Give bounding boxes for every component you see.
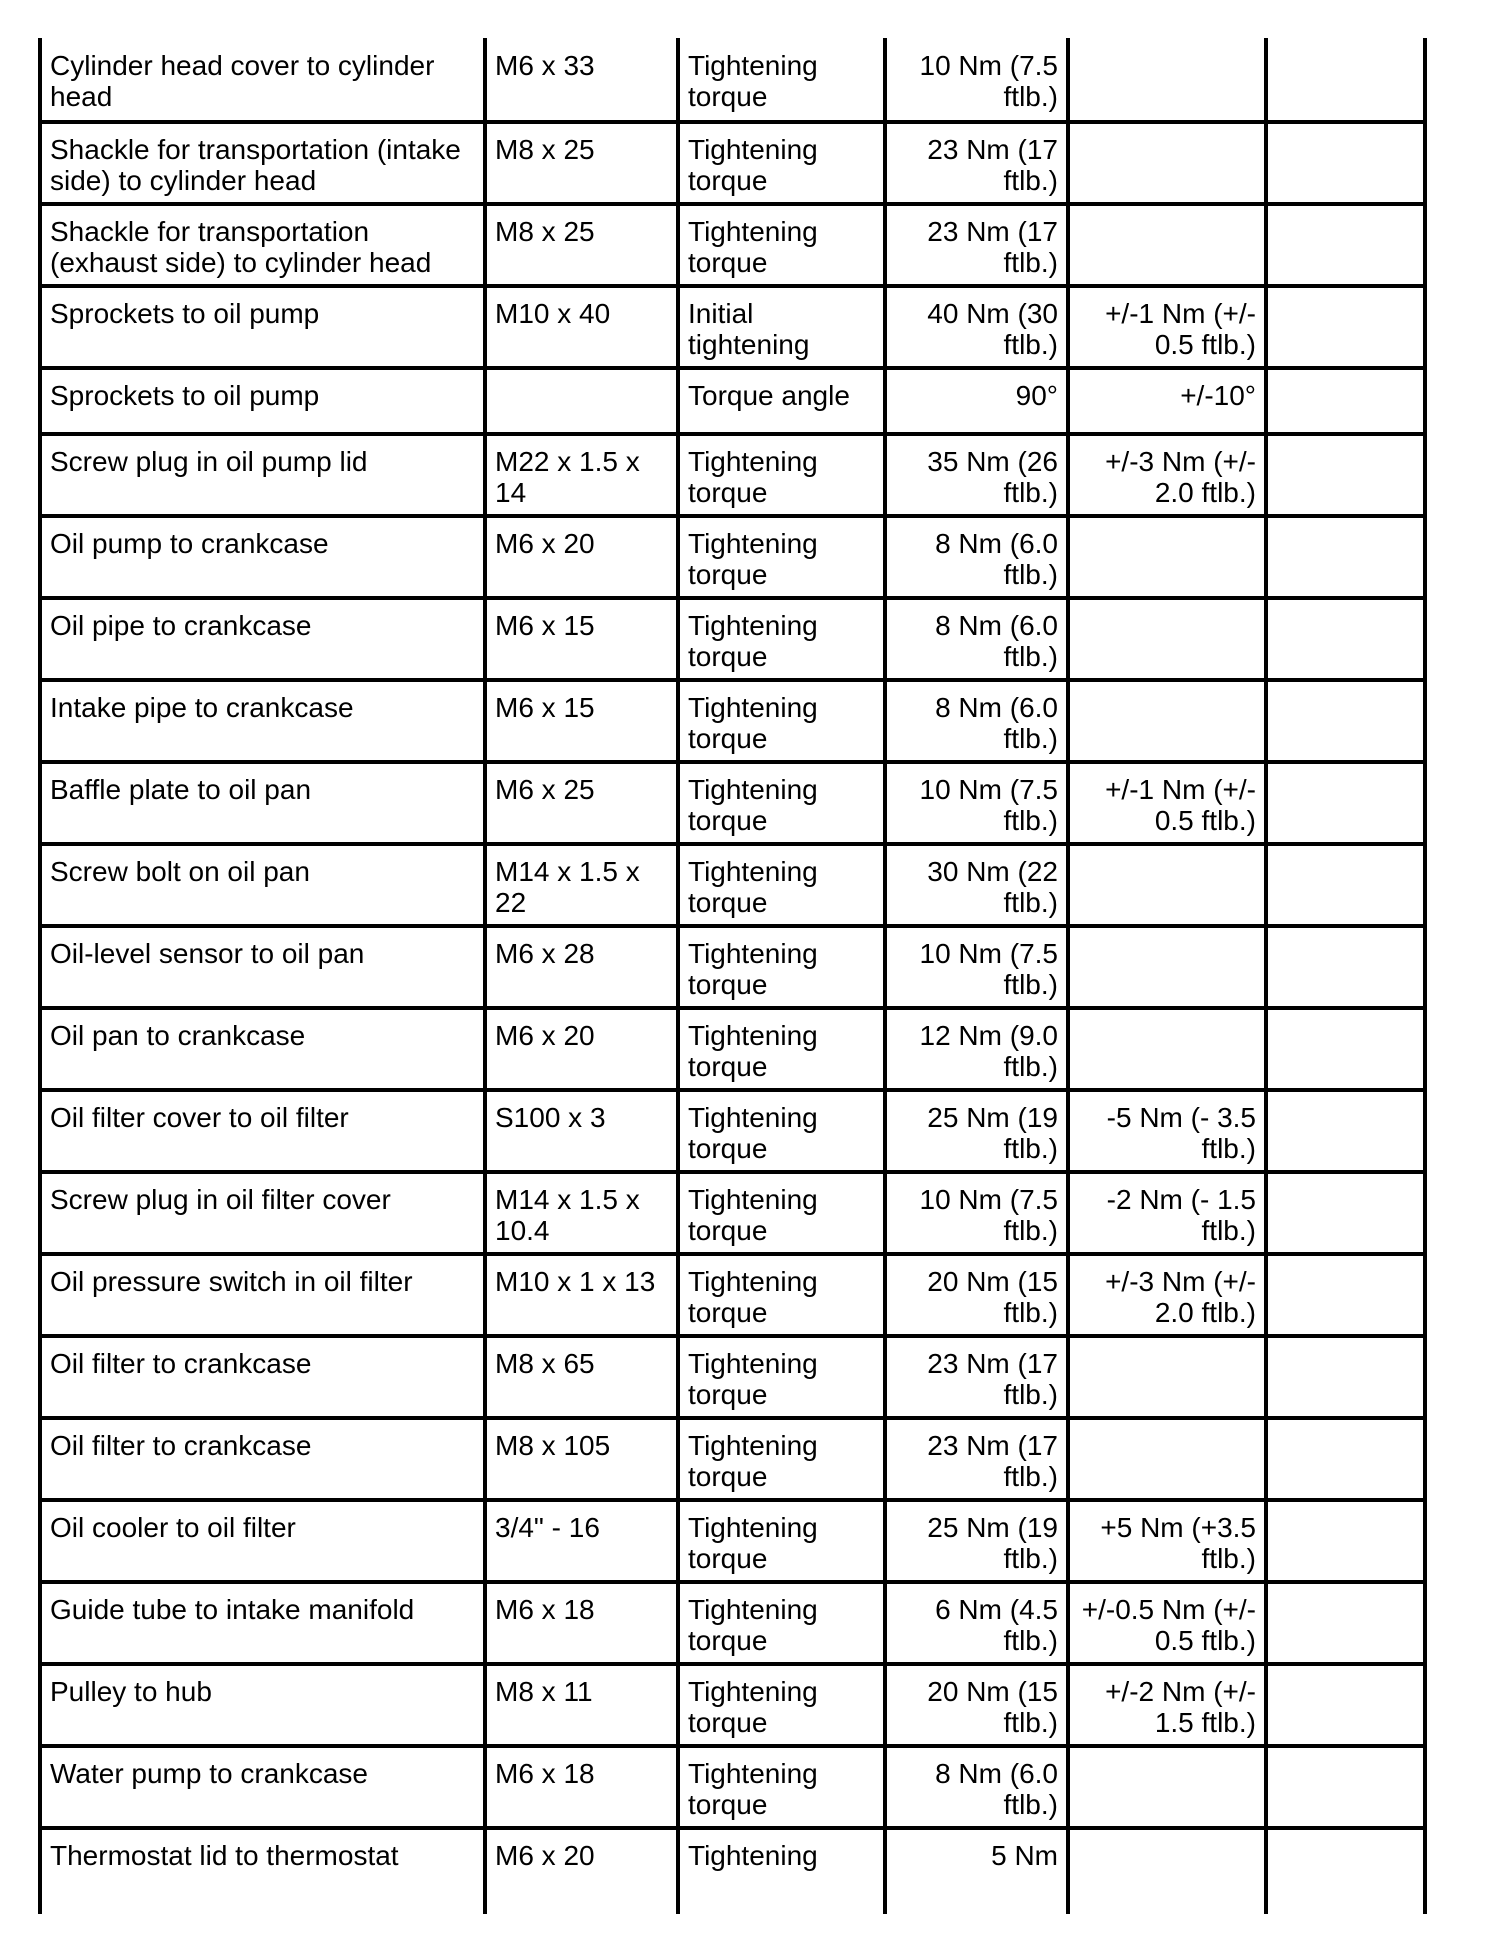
torque-spec-table-body (40, 38, 1425, 1914)
torque-type-cell: Tightening torque (678, 38, 885, 122)
component-cell: Shackle for transportation (intake side) to cylinder head (40, 122, 485, 204)
table-row (40, 926, 1425, 1008)
torque-type-cell: Tightening torque (678, 434, 885, 516)
notes-cell (1266, 1418, 1425, 1500)
size-cell: M6 x 28 (485, 926, 678, 1008)
table-row (40, 1418, 1425, 1500)
size-cell: 3/4" - 16 (485, 1500, 678, 1582)
notes-cell (1266, 122, 1425, 204)
size-cell: M8 x 11 (485, 1664, 678, 1746)
table-row (40, 1828, 1425, 1914)
notes-cell (1266, 844, 1425, 926)
component-cell: Oil filter to crankcase (40, 1418, 485, 1500)
table-row (40, 368, 1425, 434)
table-row (40, 598, 1425, 680)
torque-type-cell: Tightening torque (678, 1582, 885, 1664)
component-cell: Oil pump to crankcase (40, 516, 485, 598)
component-cell: Thermostat lid to thermostat (40, 1828, 485, 1914)
torque-type-cell: Tightening torque (678, 1746, 885, 1828)
size-cell: M6 x 15 (485, 598, 678, 680)
size-cell: M6 x 15 (485, 680, 678, 762)
notes-cell (1266, 1746, 1425, 1828)
component-cell: Oil pressure switch in oil filter (40, 1254, 485, 1336)
size-cell: M6 x 20 (485, 1828, 678, 1914)
tolerance-cell (1068, 1746, 1266, 1828)
torque-value-cell: 20 Nm (15 ftlb.) (885, 1664, 1068, 1746)
tolerance-cell: -5 Nm (- 3.5 ftlb.) (1068, 1090, 1266, 1172)
tolerance-cell (1068, 516, 1266, 598)
table-row (40, 1746, 1425, 1828)
table-row (40, 762, 1425, 844)
size-cell: M14 x 1.5 x 22 (485, 844, 678, 926)
notes-cell (1266, 1500, 1425, 1582)
torque-value-cell: 23 Nm (17 ftlb.) (885, 122, 1068, 204)
torque-value-cell: 6 Nm (4.5 ftlb.) (885, 1582, 1068, 1664)
torque-type-cell: Torque angle (678, 368, 885, 434)
component-cell: Screw bolt on oil pan (40, 844, 485, 926)
torque-type-cell: Tightening torque (678, 1090, 885, 1172)
torque-type-cell: Tightening torque (678, 122, 885, 204)
notes-cell (1266, 1828, 1425, 1914)
size-cell: M6 x 18 (485, 1746, 678, 1828)
torque-type-cell: Tightening torque (678, 1254, 885, 1336)
torque-type-cell: Tightening torque (678, 204, 885, 286)
size-cell: M22 x 1.5 x 14 (485, 434, 678, 516)
torque-type-cell: Tightening torque (678, 1664, 885, 1746)
notes-cell (1266, 598, 1425, 680)
size-cell (485, 368, 678, 434)
torque-type-cell: Initial tightening (678, 286, 885, 368)
tolerance-cell (1068, 1418, 1266, 1500)
torque-type-cell: Tightening torque (678, 762, 885, 844)
size-cell: M10 x 1 x 13 (485, 1254, 678, 1336)
torque-value-cell: 8 Nm (6.0 ftlb.) (885, 598, 1068, 680)
table-row (40, 38, 1425, 122)
table-row (40, 286, 1425, 368)
torque-value-cell: 35 Nm (26 ftlb.) (885, 434, 1068, 516)
component-cell: Screw plug in oil filter cover (40, 1172, 485, 1254)
torque-value-cell: 10 Nm (7.5 ftlb.) (885, 1172, 1068, 1254)
torque-value-cell: 8 Nm (6.0 ftlb.) (885, 516, 1068, 598)
component-cell: Oil pan to crankcase (40, 1008, 485, 1090)
component-cell: Oil filter cover to oil filter (40, 1090, 485, 1172)
torque-value-cell: 23 Nm (17 ftlb.) (885, 1418, 1068, 1500)
torque-value-cell: 25 Nm (19 ftlb.) (885, 1090, 1068, 1172)
notes-cell (1266, 1172, 1425, 1254)
tolerance-cell (1068, 1828, 1266, 1914)
torque-type-cell: Tightening torque (678, 516, 885, 598)
size-cell: M8 x 105 (485, 1418, 678, 1500)
torque-type-cell: Tightening torque (678, 680, 885, 762)
component-cell: Oil filter to crankcase (40, 1336, 485, 1418)
size-cell: M8 x 25 (485, 204, 678, 286)
torque-value-cell: 8 Nm (6.0 ftlb.) (885, 1746, 1068, 1828)
table-row (40, 1582, 1425, 1664)
component-cell: Guide tube to intake manifold (40, 1582, 485, 1664)
tolerance-cell (1068, 844, 1266, 926)
torque-value-cell: 10 Nm (7.5 ftlb.) (885, 926, 1068, 1008)
size-cell: M14 x 1.5 x 10.4 (485, 1172, 678, 1254)
notes-cell (1266, 926, 1425, 1008)
torque-type-cell: Tightening torque (678, 1008, 885, 1090)
torque-value-cell: 23 Nm (17 ftlb.) (885, 1336, 1068, 1418)
component-cell: Oil pipe to crankcase (40, 598, 485, 680)
torque-value-cell: 40 Nm (30 ftlb.) (885, 286, 1068, 368)
table-row (40, 1172, 1425, 1254)
torque-value-cell: 10 Nm (7.5 ftlb.) (885, 38, 1068, 122)
component-cell: Water pump to crankcase (40, 1746, 485, 1828)
notes-cell (1266, 368, 1425, 434)
notes-cell (1266, 38, 1425, 122)
torque-value-cell: 8 Nm (6.0 ftlb.) (885, 680, 1068, 762)
size-cell: M8 x 65 (485, 1336, 678, 1418)
tolerance-cell: +/-1 Nm (+/- 0.5 ftlb.) (1068, 286, 1266, 368)
notes-cell (1266, 434, 1425, 516)
table-row (40, 680, 1425, 762)
notes-cell (1266, 516, 1425, 598)
table-row (40, 1336, 1425, 1418)
tolerance-cell (1068, 1008, 1266, 1090)
tolerance-cell (1068, 122, 1266, 204)
notes-cell (1266, 762, 1425, 844)
tolerance-cell: +/-2 Nm (+/- 1.5 ftlb.) (1068, 1664, 1266, 1746)
torque-value-cell: 20 Nm (15 ftlb.) (885, 1254, 1068, 1336)
tolerance-cell: +/-1 Nm (+/- 0.5 ftlb.) (1068, 762, 1266, 844)
torque-type-cell: Tightening torque (678, 1172, 885, 1254)
component-cell: Oil cooler to oil filter (40, 1500, 485, 1582)
tolerance-cell (1068, 204, 1266, 286)
tolerance-cell: +/-0.5 Nm (+/- 0.5 ftlb.) (1068, 1582, 1266, 1664)
tolerance-cell (1068, 598, 1266, 680)
tolerance-cell (1068, 926, 1266, 1008)
table-row (40, 1500, 1425, 1582)
tolerance-cell: +/-3 Nm (+/- 2.0 ftlb.) (1068, 434, 1266, 516)
torque-type-cell: Tightening torque (678, 844, 885, 926)
notes-cell (1266, 1582, 1425, 1664)
torque-spec-table (38, 38, 1427, 1914)
component-cell: Sprockets to oil pump (40, 286, 485, 368)
table-row (40, 1090, 1425, 1172)
component-cell: Pulley to hub (40, 1664, 485, 1746)
table-row (40, 844, 1425, 926)
size-cell: M8 x 25 (485, 122, 678, 204)
size-cell: M10 x 40 (485, 286, 678, 368)
component-cell: Sprockets to oil pump (40, 368, 485, 434)
torque-value-cell: 30 Nm (22 ftlb.) (885, 844, 1068, 926)
torque-type-cell: Tightening (678, 1828, 885, 1914)
torque-value-cell: 12 Nm (9.0 ftlb.) (885, 1008, 1068, 1090)
torque-type-cell: Tightening torque (678, 1500, 885, 1582)
table-row (40, 516, 1425, 598)
torque-type-cell: Tightening torque (678, 1336, 885, 1418)
component-cell: Oil-level sensor to oil pan (40, 926, 485, 1008)
torque-type-cell: Tightening torque (678, 926, 885, 1008)
tolerance-cell: +5 Nm (+3.5 ftlb.) (1068, 1500, 1266, 1582)
notes-cell (1266, 1336, 1425, 1418)
component-cell: Shackle for transportation (exhaust side) to cylinder head (40, 204, 485, 286)
component-cell: Intake pipe to crankcase (40, 680, 485, 762)
tolerance-cell (1068, 1336, 1266, 1418)
notes-cell (1266, 1008, 1425, 1090)
torque-value-cell: 5 Nm (885, 1828, 1068, 1914)
notes-cell (1266, 204, 1425, 286)
torque-value-cell: 90° (885, 368, 1068, 434)
notes-cell (1266, 1254, 1425, 1336)
notes-cell (1266, 1664, 1425, 1746)
tolerance-cell: -2 Nm (- 1.5 ftlb.) (1068, 1172, 1266, 1254)
component-cell: Cylinder head cover to cylinder head (40, 38, 485, 122)
table-row (40, 1254, 1425, 1336)
component-cell: Baffle plate to oil pan (40, 762, 485, 844)
size-cell: M6 x 33 (485, 38, 678, 122)
tolerance-cell (1068, 38, 1266, 122)
table-row (40, 122, 1425, 204)
size-cell: S100 x 3 (485, 1090, 678, 1172)
table-row (40, 1664, 1425, 1746)
notes-cell (1266, 1090, 1425, 1172)
table-row (40, 434, 1425, 516)
table-row (40, 204, 1425, 286)
torque-value-cell: 10 Nm (7.5 ftlb.) (885, 762, 1068, 844)
size-cell: M6 x 20 (485, 1008, 678, 1090)
torque-value-cell: 25 Nm (19 ftlb.) (885, 1500, 1068, 1582)
size-cell: M6 x 18 (485, 1582, 678, 1664)
tolerance-cell (1068, 680, 1266, 762)
torque-type-cell: Tightening torque (678, 1418, 885, 1500)
notes-cell (1266, 286, 1425, 368)
torque-type-cell: Tightening torque (678, 598, 885, 680)
tolerance-cell: +/-10° (1068, 368, 1266, 434)
component-cell: Screw plug in oil pump lid (40, 434, 485, 516)
size-cell: M6 x 25 (485, 762, 678, 844)
torque-value-cell: 23 Nm (17 ftlb.) (885, 204, 1068, 286)
table-row (40, 1008, 1425, 1090)
tolerance-cell: +/-3 Nm (+/- 2.0 ftlb.) (1068, 1254, 1266, 1336)
size-cell: M6 x 20 (485, 516, 678, 598)
notes-cell (1266, 680, 1425, 762)
